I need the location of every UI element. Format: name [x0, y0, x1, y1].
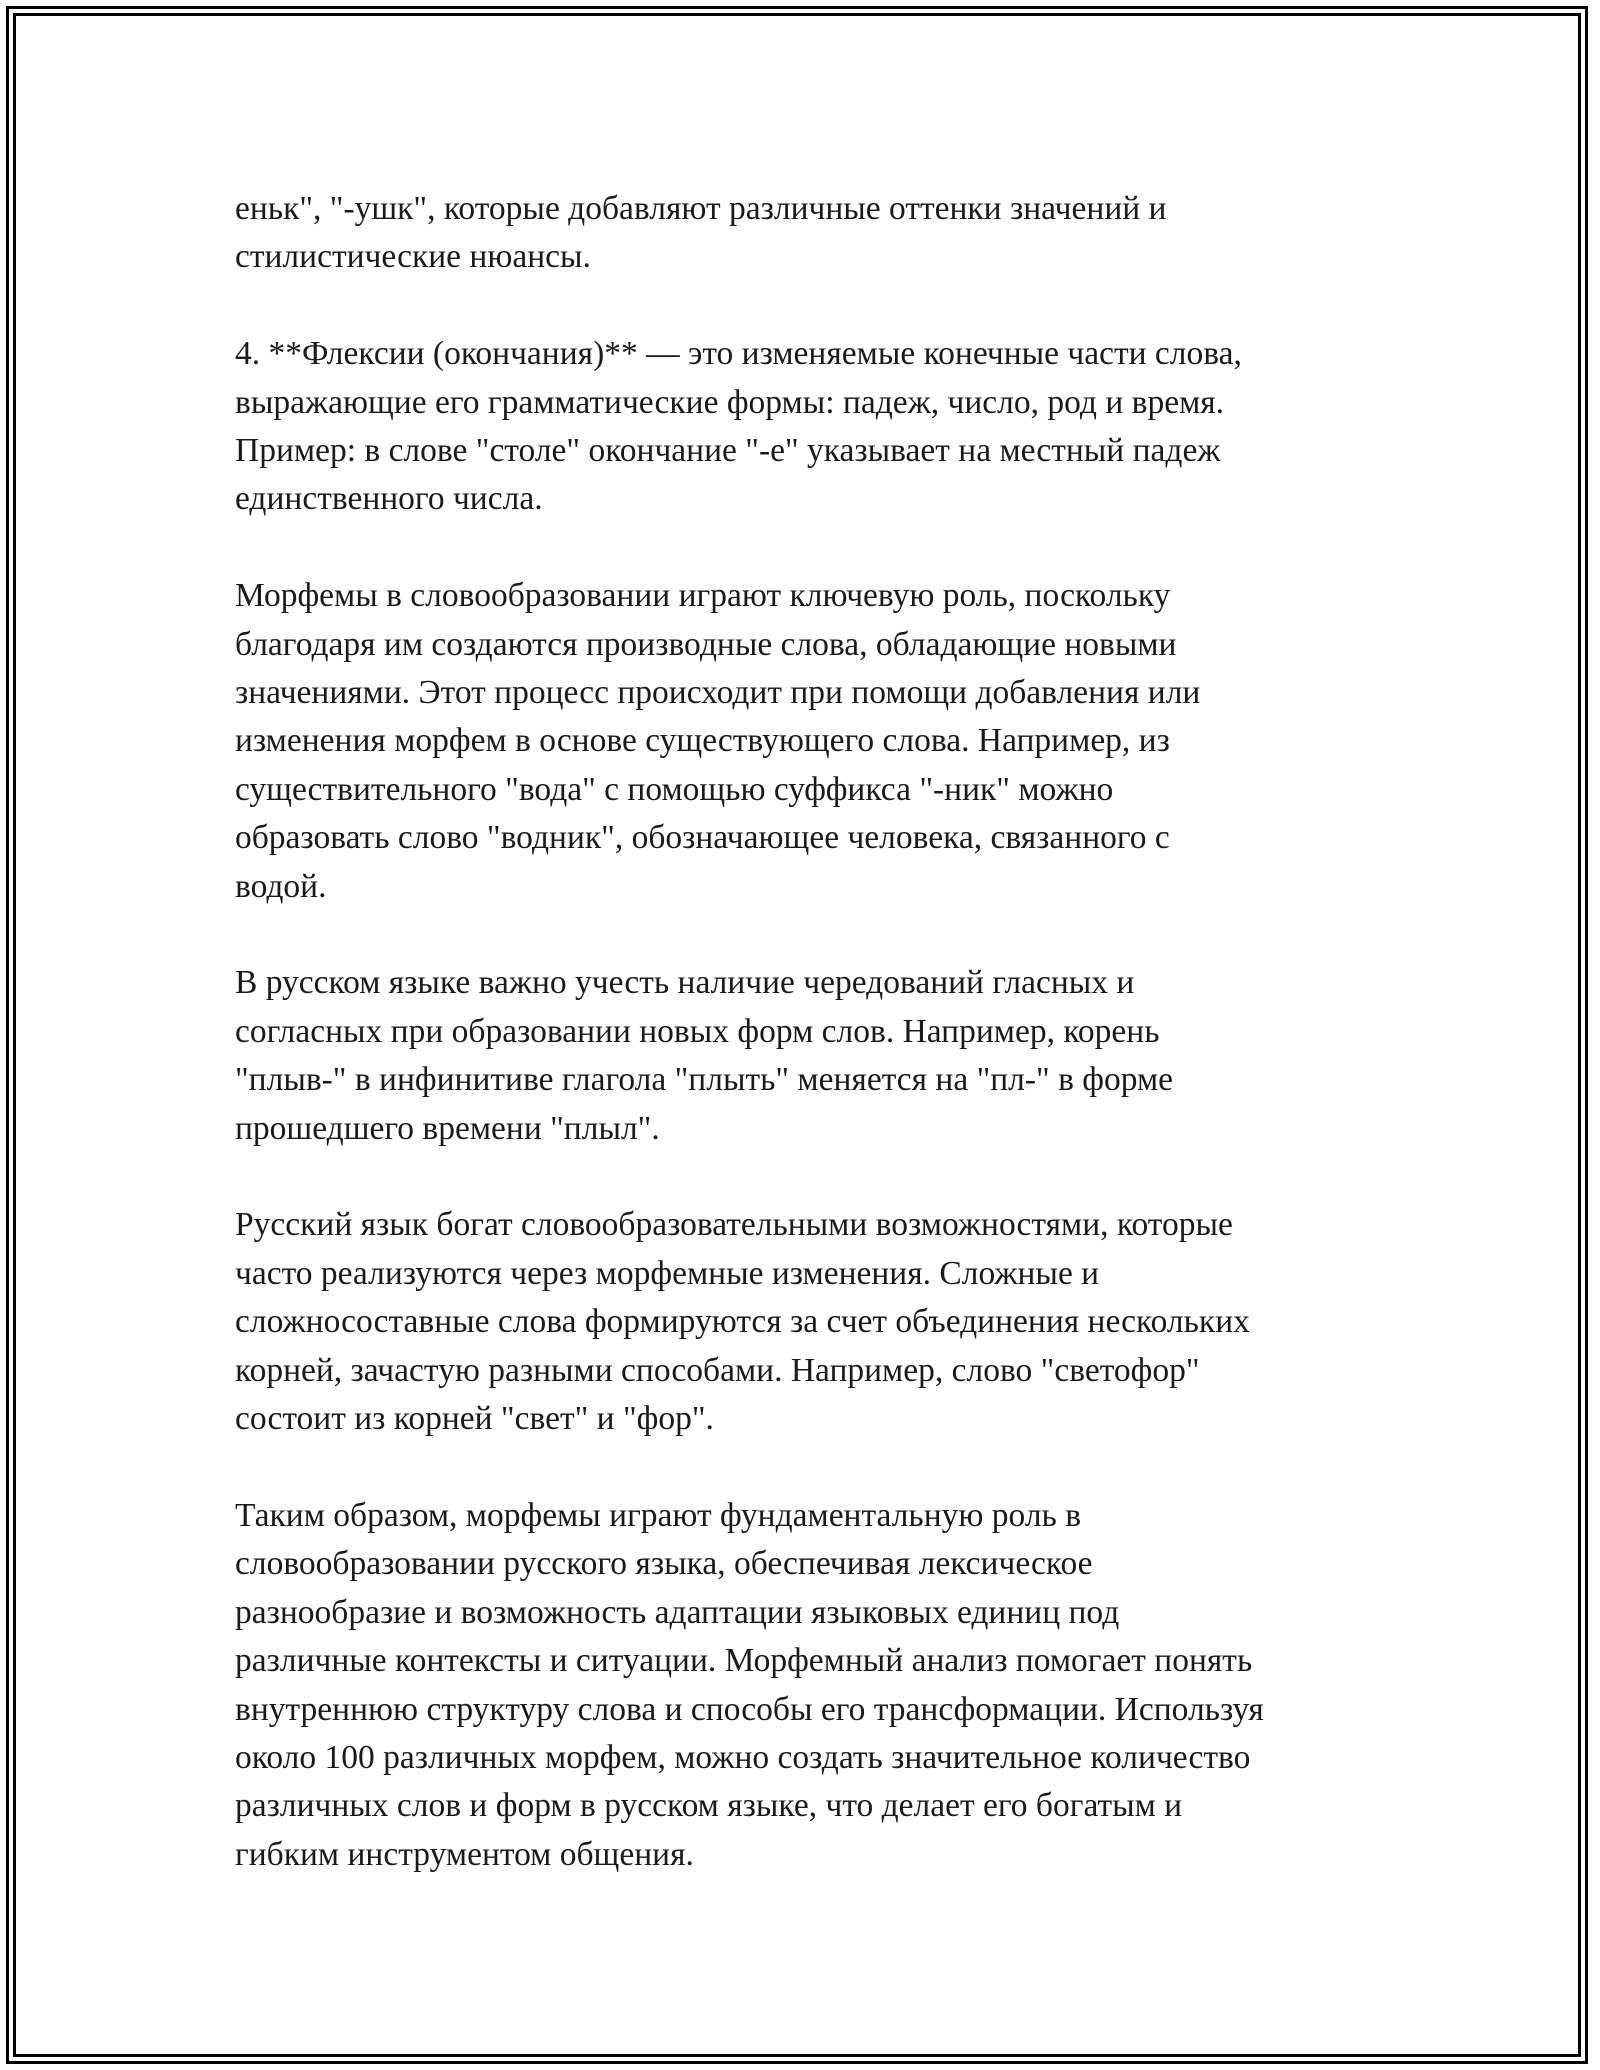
text-line: единственного числа.: [235, 480, 543, 518]
text-line: Русский язык богат словообразовательными возможностями, которые: [235, 1206, 1233, 1244]
paragraph: [235, 1492, 1395, 1879]
text-line: В русском языке важно учесть наличие чередований гласных и: [235, 964, 1135, 1002]
text-line: значениями. Этот процесс происходит при помощи добавления или: [235, 674, 1201, 712]
paragraph: [235, 572, 1395, 911]
text-line: "плыв-" в инфинитиве глагола "плыть" меняется на "пл-" в форме: [235, 1061, 1174, 1099]
paragraph: [235, 959, 1395, 1153]
text-line: корней, зачастую разными способами. Например, слово "светофор": [235, 1351, 1200, 1389]
text-line: различных слов и форм в русском языке, что делает его богатым и: [235, 1787, 1183, 1825]
text-line: Морфемы в словообразовании играют ключевую роль, поскольку: [235, 577, 1171, 615]
text-line: существительного "вода" с помощью суффикса "-ник" можно: [235, 770, 1114, 808]
text-line: разнообразие и возможность адаптации языковых единиц под: [235, 1593, 1120, 1631]
text-line: сложносоставные слова формируются за счет объединения нескольких: [235, 1303, 1250, 1341]
text-line: водой.: [235, 867, 327, 905]
text-line: Пример: в слове "столе" окончание "-е" указывает на местный падеж: [235, 432, 1221, 470]
text-line: словообразовании русского языка, обеспечивая лексическое: [235, 1545, 1093, 1583]
text-line: часто реализуются через морфемные изменения. Сложные и: [235, 1254, 1100, 1292]
text-line: Таким образом, морфемы играют фундаментальную роль в: [235, 1496, 1082, 1534]
paragraph: [235, 330, 1395, 524]
paragraph: [235, 1201, 1395, 1443]
text-line: состоит из корней "свет" и "фор".: [235, 1400, 714, 1438]
text-line: гибким инструментом общения.: [235, 1835, 694, 1873]
text-line: различные контексты и ситуации. Морфемный анализ помогает понять: [235, 1642, 1253, 1680]
text-line: еньк", "-ушк", которые добавляют различные оттенки значений и: [235, 190, 1167, 227]
document-body: [235, 185, 1395, 1928]
text-line: изменения морфем в основе существующего слова. Например, из: [235, 722, 1170, 760]
text-line: выражающие его грамматические формы: падеж, число, род и время.: [235, 383, 1225, 421]
text-line: внутреннюю структуру слова и способы его трансформации. Используя: [235, 1690, 1264, 1728]
text-line: прошедшего времени "плыл".: [235, 1109, 660, 1147]
text-line: стилистические нюансы.: [235, 238, 591, 276]
text-line: благодаря им создаются производные слова, обладающие новыми: [235, 625, 1177, 663]
text-line: образовать слово "водник", обозначающее человека, связанного с: [235, 819, 1170, 857]
text-line: согласных при образовании новых форм слов. Например, корень: [235, 1012, 1160, 1050]
text-line: около 100 различных морфем, можно создать значительное количество: [235, 1738, 1251, 1776]
paragraph: [235, 185, 1395, 282]
text-line: 4. **Флексии (окончания)** — это изменяемые конечные части слова,: [235, 335, 1242, 373]
